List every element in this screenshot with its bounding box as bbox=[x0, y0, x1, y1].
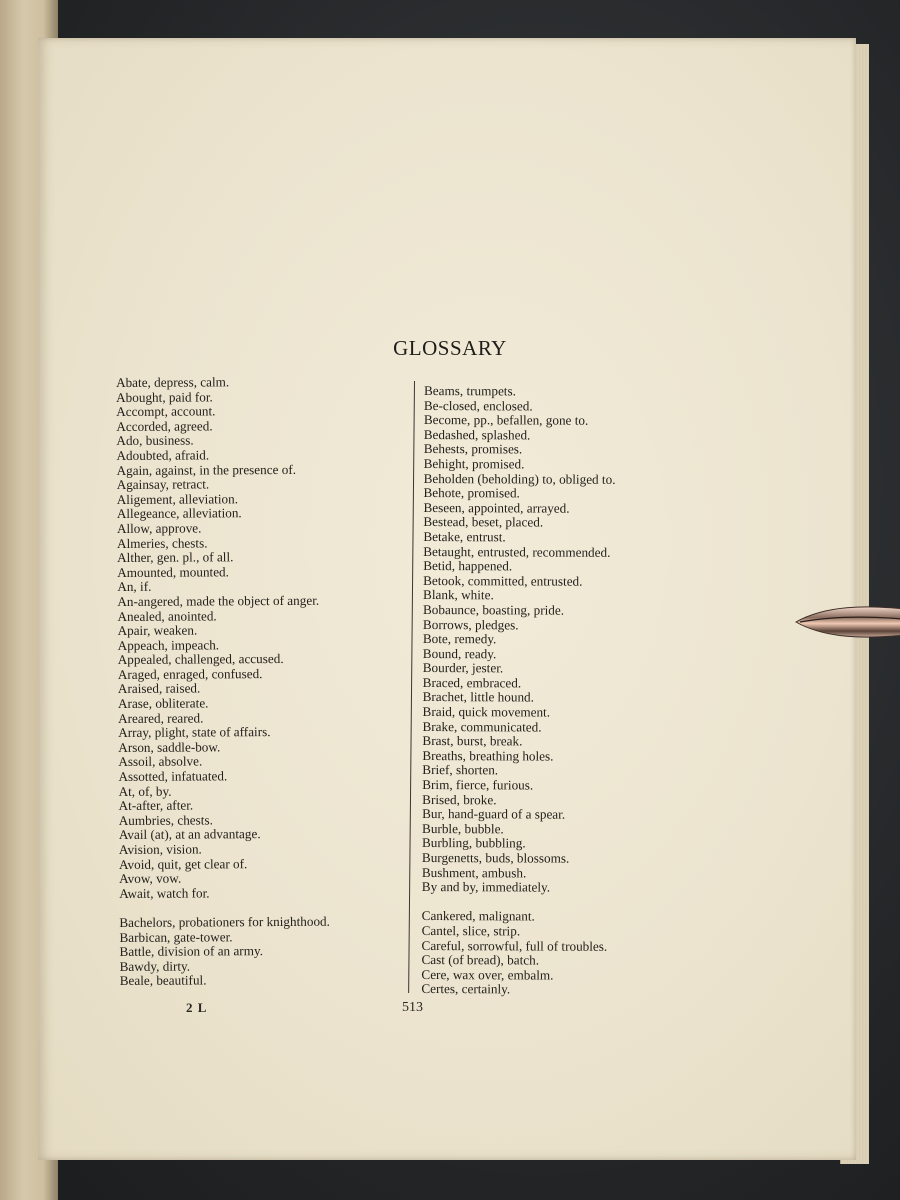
glossary-entry: Brised, broke. bbox=[422, 791, 497, 807]
glossary-entry: An, if. bbox=[117, 579, 152, 595]
glossary-entry: Cast (of bread), batch. bbox=[421, 952, 540, 968]
glossary-entry: Assotted, infatuated. bbox=[118, 768, 228, 785]
glossary-entry: Brachet, little hound. bbox=[422, 689, 535, 705]
glossary-entry: Careful, sorrowful, full of troubles. bbox=[421, 937, 608, 954]
page-title: GLOSSARY bbox=[393, 336, 507, 360]
glossary-entry: An-angered, made the object of anger. bbox=[117, 592, 320, 609]
glossary-entry: Avoid, quit, get clear of. bbox=[118, 855, 248, 872]
glossary-entry: Borrows, pledges. bbox=[422, 616, 519, 632]
glossary-entry: Aumbries, chests. bbox=[118, 812, 213, 828]
glossary-entry: Burble, bubble. bbox=[422, 820, 504, 837]
glossary-entry: Anealed, anointed. bbox=[117, 607, 217, 624]
glossary-entry: Bur, hand-guard of a spear. bbox=[422, 806, 566, 822]
glossary-entry: Again, against, in the presence of. bbox=[116, 461, 297, 478]
glossary-entry: Brast, burst, break. bbox=[422, 733, 523, 749]
glossary-entry: Bestead, beset, placed. bbox=[423, 514, 544, 530]
glossary-entry: At-after, after. bbox=[118, 797, 194, 814]
glossary-entry: Burgenetts, buds, blossoms. bbox=[421, 849, 570, 866]
glossary-entry: Bushment, ambush. bbox=[421, 864, 527, 881]
glossary-entry: Bobaunce, boasting, pride. bbox=[422, 601, 565, 618]
glossary-entry: Almeries, chests. bbox=[116, 534, 208, 551]
glossary-entry: Be-closed, enclosed. bbox=[423, 397, 533, 414]
glossary-entry: Brake, communicated. bbox=[422, 718, 542, 735]
glossary-entry: Blank, white. bbox=[423, 587, 494, 603]
glossary-entry: By and by, immediately. bbox=[421, 879, 551, 895]
glossary-entry: Adoubted, afraid. bbox=[116, 447, 210, 463]
glossary-entry: Betook, committed, entrusted. bbox=[423, 572, 583, 589]
glossary-entry: Braid, quick movement. bbox=[422, 704, 551, 720]
glossary-entry: Areared, reared. bbox=[118, 710, 204, 726]
glossary-entry: Beale, beautiful. bbox=[119, 972, 207, 989]
glossary-entry: Accompt, account. bbox=[116, 403, 216, 420]
glossary-entry: Avail (at), at an advantage. bbox=[118, 826, 261, 843]
glossary-entry: Arson, saddle-bow. bbox=[118, 739, 221, 755]
glossary-entry: Beholden (beholding) to, obliged to. bbox=[423, 470, 616, 487]
glossary-entry: Cankered, malignant. bbox=[421, 908, 535, 924]
glossary-entry: Accorded, agreed. bbox=[116, 418, 213, 434]
glossary-entry: Avision, vision. bbox=[118, 841, 202, 857]
glossary-entry: Bachelors, probationers for knighthood. bbox=[119, 913, 330, 930]
glossary-entry: Betaught, entrusted, recommended. bbox=[423, 543, 611, 560]
glossary-entry: Aligement, alleviation. bbox=[116, 491, 239, 507]
glossary-entry: Bound, ready. bbox=[422, 645, 497, 662]
glossary-entry: Become, pp., befallen, gone to. bbox=[423, 412, 589, 428]
glossary-entry: Array, plight, state of affairs. bbox=[118, 724, 271, 741]
glossary-entry: Allegeance, alleviation. bbox=[116, 505, 242, 522]
signature-mark: 2 L bbox=[186, 1000, 208, 1015]
glossary-entry: Brim, fierce, furious. bbox=[422, 777, 534, 793]
metal-bookmark-clip bbox=[794, 600, 900, 644]
glossary-entry: Betid, happened. bbox=[423, 558, 513, 574]
glossary-entry: Abate, depress, calm. bbox=[115, 374, 230, 390]
glossary-entry: Appeach, impeach. bbox=[117, 637, 220, 653]
glossary-entry: Cere, wax over, embalm. bbox=[421, 966, 554, 983]
glossary-entry: Battle, division of an army. bbox=[119, 943, 264, 960]
glossary-entry: Burbling, bubbling. bbox=[421, 835, 526, 851]
glossary-entry: Againsay, retract. bbox=[116, 476, 210, 493]
glossary-entry: Certes, certainly. bbox=[421, 981, 511, 997]
glossary-entry: Appealed, challenged, accused. bbox=[117, 651, 284, 668]
glossary-entry: Apair, weaken. bbox=[117, 622, 198, 639]
glossary-entry: Breaths, breathing holes. bbox=[422, 747, 554, 764]
glossary-entry: Brief, shorten. bbox=[422, 762, 499, 778]
glossary-entry: Behote, promised. bbox=[423, 485, 520, 501]
glossary-entry: Bourder, jester. bbox=[422, 660, 504, 676]
glossary-entry: Betake, entrust. bbox=[423, 528, 506, 545]
glossary-entry: Bote, remedy. bbox=[422, 631, 497, 647]
glossary-entry: Await, watch for. bbox=[119, 885, 210, 901]
glossary-right-column bbox=[421, 384, 724, 998]
glossary-entry: Ado, business. bbox=[116, 432, 194, 449]
glossary-entry: Cantel, slice, strip. bbox=[421, 922, 521, 939]
glossary-entry: Amounted, mounted. bbox=[117, 564, 229, 580]
glossary-entry: Bedashed, splashed. bbox=[423, 426, 531, 443]
glossary-left-column bbox=[116, 374, 410, 989]
glossary-entry: Arase, obliterate. bbox=[117, 695, 209, 712]
glossary-entry: Abought, paid for. bbox=[116, 389, 213, 405]
glossary-entry: Araged, enraged, confused. bbox=[117, 665, 263, 682]
glossary-entry: Allow, approve. bbox=[116, 520, 202, 536]
page-number: 513 bbox=[402, 1000, 423, 1015]
glossary-entry: Behight, promised. bbox=[423, 455, 525, 472]
glossary-entry: Beseen, appointed, arrayed. bbox=[423, 499, 570, 516]
glossary-entry: Assoil, absolve. bbox=[118, 753, 203, 770]
glossary-entry: Barbican, gate-tower. bbox=[119, 928, 233, 945]
glossary-entry: Beams, trumpets. bbox=[423, 383, 516, 399]
glossary-entry: Braced, embraced. bbox=[422, 674, 522, 691]
glossary-entry: At, of, by. bbox=[118, 783, 172, 799]
glossary-entry: Behests, promises. bbox=[423, 441, 523, 457]
glossary-entry: Araised, raised. bbox=[117, 680, 201, 697]
glossary-entry: Alther, gen. pl., of all. bbox=[117, 549, 234, 566]
glossary-entry: Bawdy, dirty. bbox=[119, 958, 191, 974]
glossary-entry: Avow, vow. bbox=[119, 870, 182, 887]
